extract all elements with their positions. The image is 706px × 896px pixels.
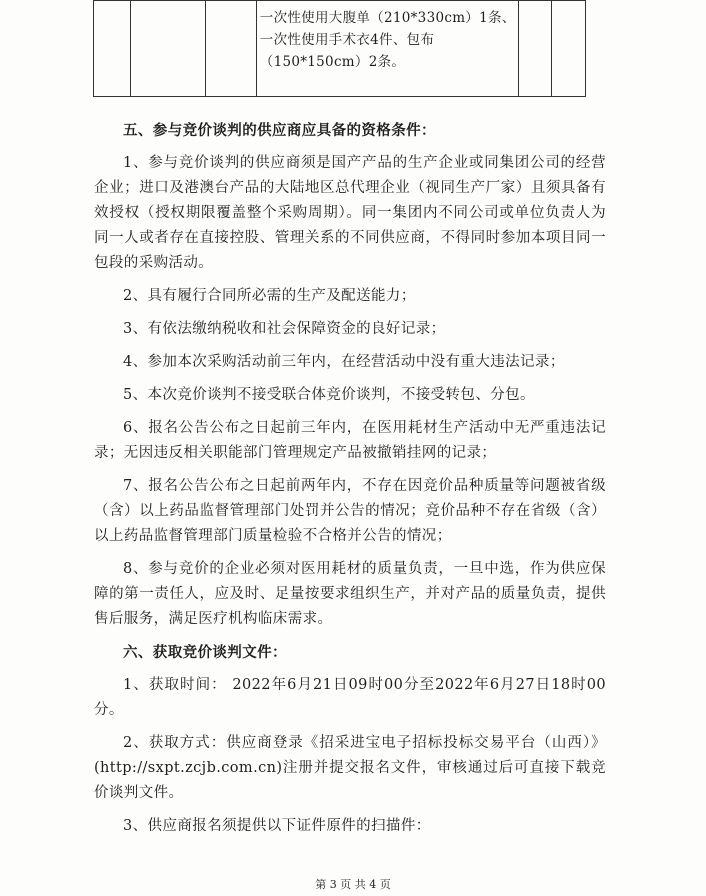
table-cell-spec bbox=[205, 1, 256, 97]
item-table-fragment bbox=[93, 0, 586, 97]
table-config-line: 一次性使用大腹单（210*330cm）1条、 bbox=[259, 10, 516, 26]
qualification-item-3: 3、有依法缴纳税收和社会保障资金的良好记录； bbox=[123, 321, 446, 337]
qualification-item-5: 5、本次竞价谈判不接受联合体竞价谈判，不接受转包、分包。 bbox=[123, 387, 535, 403]
section-heading-obtain-docs: 六、获取竞价谈判文件： bbox=[123, 644, 287, 661]
table-cell-name bbox=[131, 1, 206, 97]
table-cell-qty bbox=[518, 1, 552, 97]
qualification-item-2: 2、具有履行合同所必需的生产及配送能力； bbox=[123, 288, 416, 304]
obtain-item-3: 3、供应商报名须提供以下证件原件的扫描件： bbox=[123, 818, 431, 834]
table-cell-index bbox=[94, 1, 131, 97]
qualification-item-1: 1、参与竞价谈判的供应商须是国产产品的生产企业或同集团公司的经营企业；进口及港澳台产品的大陆地区总代理企业（视同生产厂家）且须具备有效授权（授权期限覆盖整个采购周期）。同一集团内不同公司或单位负责人为同一人或者存在直接控股、管理关系的不同供应商，不得同时参加本项目同一包段的采购活动。 bbox=[94, 155, 606, 271]
document-body bbox=[94, 118, 606, 847]
qualification-item-8: 8、参与竞价的企业必须对医用耗材的质量负责，一旦中选，作为供应保障的第一责任人，应及时、足量按要求组织生产，并对产品的质量负责，提供售后服务，满足医疗机构临床需求。 bbox=[94, 561, 606, 627]
table-config-line: 一次性使用手术衣4件、包布 bbox=[259, 32, 435, 48]
page-footer: 第 3 页 共 4 页 bbox=[315, 878, 391, 891]
table-cell-config bbox=[256, 1, 518, 97]
qualification-item-7: 7、报名公告公布之日起前两年内，不存在因竞价品种质量等问题被省级（含）以上药品监督管理部门处罚并公告的情况；竞价品种不存在省级（含）以上药品监督管理部门质量检验不合格并公告的情况； bbox=[94, 478, 606, 544]
qualification-item-6: 6、报名公告公布之日起前三年内，在医用耗材生产活动中无严重违法记录；无因违反相关职能部门管理规定产品被撤销挂网的记录； bbox=[94, 420, 606, 461]
section-heading-qualifications: 五、参与竞价谈判的供应商应具备的资格条件： bbox=[123, 122, 436, 139]
obtain-item-2: 2、获取方式：供应商登录《招采进宝电子招标投标交易平台（山西）》(http://sxpt.zcjb.com.cn)注册并提交报名文件，审核通过后可直接下载竞价谈判文件。 bbox=[94, 735, 606, 801]
obtain-item-1: 1、获取时间： 2022年6月21日09时00分至2022年6月27日18时00分。 bbox=[94, 677, 606, 718]
qualification-item-4: 4、参加本次采购活动前三年内，在经营活动中没有重大违法记录； bbox=[123, 354, 565, 370]
table-cell-remark bbox=[552, 1, 586, 97]
table-config-line: （150*150cm）2条。 bbox=[259, 54, 406, 70]
